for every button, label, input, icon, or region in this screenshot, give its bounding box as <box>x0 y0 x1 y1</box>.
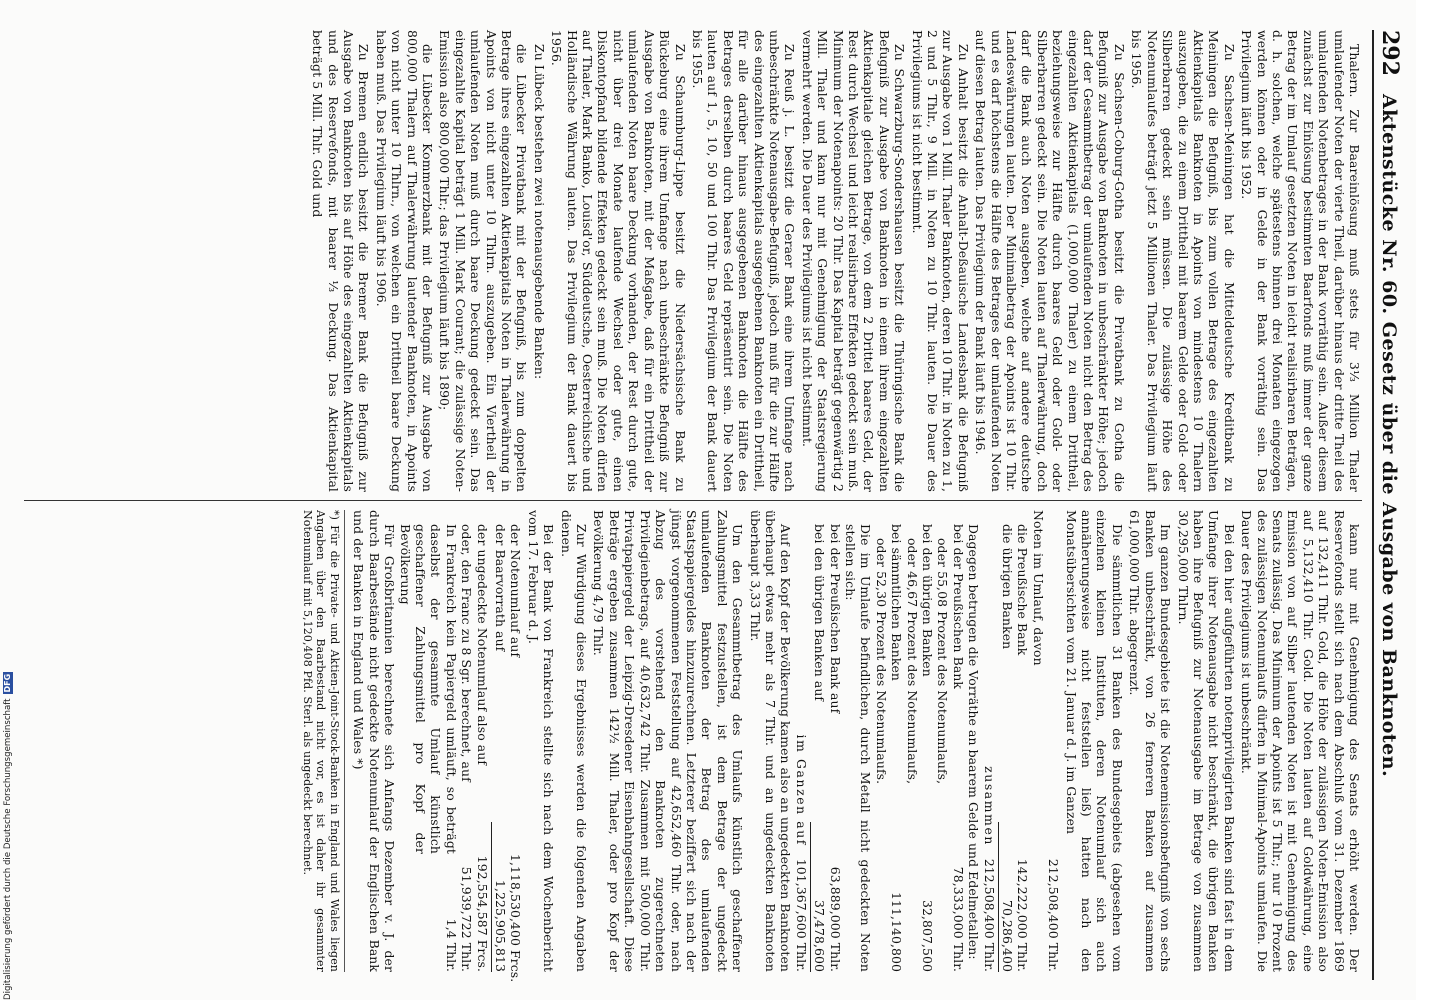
paragraph: Zu Bremen endlich besitzt die Bremer Bank die Befugniß zur Ausgabe von Banknoten bis auf Höhe des eingezahlten Aktienkapitals und des Reservefonds, mit baarer ⅓ Deckung. Das Aktienkapital beträgt 5 Mill. Thlr. Gold und <box>310 30 372 492</box>
right-column <box>301 510 1363 983</box>
digitization-credit <box>2 0 14 1000</box>
page-header <box>1372 30 1408 980</box>
table-row: zusammen 212,508,400 Thlr. <box>981 766 997 972</box>
paragraph: Thalern. Zur Baareinlösung muß stets für 3⅓ Million Thaler umlaufender Noten der vierte Theil, darüber hinaus der dritte Theil des umlaufenden Notenbetrages in der Bank vorräthig sein. Außer diesem zunächst zur Einlösung bestimmten Baarfonds muß immer der ganze Betrag der im Umlauf gesetzten Noten in leicht realisirbaren Beträgen, d. h. solchen, welche spätestens binnen drei Monaten eingezogen werden können oder in Gelde in der Bank vorräthig sein. Das Privilegium läuft bis 1952. <box>1239 30 1362 492</box>
paragraph: Auf den Kopf der Bevölkerung kamen also an ungedeckten Banknoten überhaupt etwas mehr als 7 Thlr. und an ungedeckten Banknoten überhaupt 3,33 Thlr. <box>747 510 794 972</box>
paragraph: Zu Sachsen-Coburg-Gotha besitzt die Privatbank zu Gotha die Befugniß zur Ausgabe von Banknoten in unbeschränkter Höhe; jedoch darf der Gesammtbetrag der umlaufenden Noten nicht den Betrag des eingezahlten Aktienkapitals (1,000,000 Thaler) zu einem Drittheil, beziehungsweise zur Hälfte durch baares Geld oder Gold- oder Silberbarren gedeckt sein. Die Noten lauten auf Thalerwährung, doch darf die Bank auch Noten ausgeben, welche auf andere deutsche Landeswährungen lauten. Der Minimalbetrag der Apoints ist 10 Thlr. und es darf höchstens die Hälfte des Betrages der umlaufenden Noten auf diesen Betrag lauten. Das Privilegium der Bank läuft bis 1946. <box>973 30 1127 492</box>
column-divider <box>24 500 1362 501</box>
table-row: bei den übrigen Banken 32,807,500 <box>920 524 936 972</box>
paragraph: Die sämmtlichen 31 Banken des Bundesgebiets (abgesehen vom einzelnen kleinen Instituten, deren Notenumlauf sich auch annäherungsweise nicht feststellen ließ) hatten nach den Monatsübersichten vom 21. Januar d. J. im Ganzen <box>1063 510 1125 972</box>
table-row: der Notenumlauf auf 1,118,530,400 Frcs. <box>508 524 524 983</box>
uncovered-lead: Die im Umlaufe befindlichen, durch Metall nicht gedeckten Noten stellen sich: <box>843 524 874 972</box>
sum-rule <box>491 822 492 972</box>
table-row: im Ganzen auf 101,367,600 Thlr. <box>793 734 809 972</box>
paragraph: Zu Schwarzburg-Sondershausen besitzt die Thüringische Bank die Befugniß zur Ausgabe von Banknoten in einem ihrem eingezahlten Aktienkapitale gleichen Betrage, von dem 2 Drittel baares Geld, der Rest durch Wechsel und leicht realisirbare Effekten gedeckt sein muß. Minimum der Notenapoints: 20 Thlr. Das Kapital beträgt gegenwärtig 2 Mill. Thaler und kann nur mit Genehmigung der Staatsregierung vermehrt werden. Die Dauer des Privilegiums ist nicht bestimmt. <box>799 30 908 492</box>
footnote: *) Für die Private- und Aktien-Joint-Stock-Banken in England und Wales liegen Angaben über den Baarbestand nicht vor, es ist daher ihr gesammter Notenumlauf mit 5,120,408 Pfd. Sterl. als ungedeckt berechnet. <box>301 510 346 972</box>
paragraph: die Lübecker Kommerzbank mit der Befugniß zur Ausgabe von 800,000 Thalern auf Thalerwährung lautender Banknoten, in Apoints von nicht unter 10 Thlrn., von welchen ein Drittheil baare Deckung haben muß. Das Privilegium läuft bis 1906. <box>373 30 436 492</box>
paragraph: Zu Schaumburg-Lippe besitzt die Niedersächsische Bank zu Bückeburg eine ihrem Umfange nach unbeschränkte Befugniß zur Ausgabe von Banknoten, mit der Maßgabe, daß für ein Drittheil der umlaufenden Noten baare Deckung vorhanden, der Rest durch gute, nicht über drei Monate laufende Wechsel oder gute, einen Diskontopfand bildende Effekten gedeckt sein muß. Die Noten dürfen auf Thaler, Mark Banko, Louisd'or, Süddeutsche, Oesterreichische und Holländische Währung lauten. Das Privilegium der Bank dauert bis 1956. <box>549 30 688 492</box>
table-row: bei den übrigen Banken auf 37,478,600 <box>812 524 828 972</box>
paragraph: die Lübecker Privatbank mit der Befugniß, bis zum doppelten Betrage ihres eingezahlten Aktienkapitals Noten in Thalerwährung in Apoints von nicht unter 10 Thlrn. auszugeben. Ein Viertheil der umlaufenden Noten muß durch baare Deckung gedeckt sein. Das eingezahlte Kapital beträgt 1 Mill. Mark Courant; die zulässige Noten-Emission also 800,000 Thlr.; das Privilegium läuft bis 1890; <box>437 30 530 492</box>
circulation-total: 212,508,400 Thlr. <box>1046 858 1062 972</box>
table-row: bei sämmtlichen Banken 111,140,800 <box>889 524 905 972</box>
table-row: bei der Preußischen Bank auf 63,889,000 Thlr. <box>827 524 843 972</box>
sum-rule <box>998 822 999 972</box>
left-column <box>308 30 1362 492</box>
paragraph: Zu Lübeck bestehen zwei notenausgebende Banken: <box>531 44 547 380</box>
paragraph: Bei den hier aufgeführten notenprivilegirten Banken sind fast in dem Umfange ihrer Notenausgabe nicht beschränkt, die übrigen Banken haben ihre Befugniß zur Notenausgabe im Betrage von zusammen 30,295,000 Thlrn. <box>1175 510 1237 972</box>
sum-rule <box>810 822 811 972</box>
paragraph: Zur Würdigung dieses Ergebnisses werden die folgenden Angaben dienen. <box>558 510 590 972</box>
table-row: oder 52,30 Prozent des Notenumlaufs. <box>873 538 889 785</box>
paragraph: kann nur mit Genehmigung des Senats erhöht werden. Der Reservefonds stellt sich nach dem Abschluß vom 31. Dezember 1869 auf 132,411 Thlr. Gold, die Höhe der zulässigen Noten-Emission also auf 5,132,410 Thlr. Gold. Die Noten lauten auf Goldwährung, eine Emission von auf Silber lautenden Noten ist mit Genehmigung des Senats zulässig. Das Minimum der Apoints ist 5 Thlr.; nur 10 Prozent des zulässigen Notenumlaufs dürfen in Minimal-Apoints umlaufen. Die Dauer des Privilegiums ist unbeschränkt. <box>1239 510 1362 972</box>
paragraph: Um den Gesammtbetrag des Umlaufs künstlich geschaffener Zahlungsmittel festzustellen, ist dem Betrage der ungedeckt umlaufenden Banknoten der Betrag des umlaufenden Staatspapiergeldes hinzuzurechnen. Letzterer beziffert sich nach der jüngst vorgenommenen Feststellung auf 42,652,460 Thlr. oder, nach Abzug des vorstehend den Banknoten zugerechneten Privilegienbetrags, auf 40,632,742 Thlr. Zusammen mit 500,000 Thlr. Privatpapiergeld der Leipzig-Dresdener Eisenbahngesellschaft. Diese Beträge ergeben zusammen 142½ Mill. Thaler, oder pro Kopf der Bevölkerung 4,79 Thlr. <box>591 510 746 972</box>
paragraph: Zu Reuß j. L. besitzt die Geraer Bank eine ihrem Umfange nach unbeschränkte Notenausgabe-Befugniß, jedoch muß für die zur Hälfte des eingezahlten Aktienkapitals ausgegebenen Banknoten ein Drittheil, für alle darüber hinaus ausgegebenen Banknoten die Hälfte des Betrages derselben durch baares Geld repräsentirt sein. Die Noten lauten auf 1, 5, 10, 50 und 100 Thlr. Das Privilegium der Bank dauert bis 1955. <box>689 30 798 492</box>
paragraph: Zu Anhalt besitzt die Anhalt-Deßauische Landesbank die Befugniß zur Ausgabe von 1 Mill. Thaler Banknoten, deren 10 Thlr. in Noten zu 1, 2 und 5 Thlr., 9 Mill. in Noten zu 10 Thlr. lauten. Die Dauer des Privilegiums ist nicht bestimmt. <box>909 30 971 492</box>
dfg-logo: DFG <box>3 673 12 693</box>
circulation-lead: Noten im Umlauf, davon <box>1030 510 1046 666</box>
paragraph: Im ganzen Bundesgebiete ist die Notenemissionsbefugniß von sechs Banken unbeschränkt, von 26 ferneren Banken auf zusammen 61,000,000 Thlr. abgegrenzt. <box>1127 510 1174 972</box>
table-row: oder 46,67 Prozent des Notenumlaufs, <box>904 538 920 785</box>
table-row: der ungedeckte Notenumlauf also auf 192,554,587 Frcs. <box>474 524 490 972</box>
paragraph: Für Großbritannien berechnete sich Anfangs Dezember v. J. der durch Baarbestände nicht gedeckte Notenumlauf der Englischen Bank und der Banken in England und Wales *) <box>351 510 398 972</box>
circulation-total-row <box>1046 510 1061 972</box>
page-number: 292 <box>1377 30 1403 76</box>
table-row: In Frankreich kein Papiergeld umläuft, so beträgt daselbst der gesammte Umlauf künstlich geschaffener Zahlungsmittel pro Kopf der Bevölkerung 1,4 Thlr. <box>397 524 459 972</box>
paragraph: Zu Sachsen-Meiningen hat die Mitteldeutsche Kreditbank zu Meiningen die Befugniß, bis zum vollen Betrage des eingezahlten Aktienkapitals Banknoten in Apoints von mindestens 10 Thalern auszugeben, die zu einem Drittheil mit baarem Gelde oder Gold- oder Silberbarren gedeckt sein müssen. Die zulässige Höhe des Notenumlaufes beträgt jetzt 5 Millionen Thaler. Das Privilegium läuft bis 1956. <box>1129 30 1237 492</box>
paragraph: Bei der Bank von Frankreich stellte sich nach dem Wochenbericht vom 17. Februar d. J. <box>525 510 557 972</box>
table-row: der Baarvorrath auf 1,225,905,813 <box>493 524 509 972</box>
table-row: die übrigen Banken 70,286,400 <box>1000 524 1016 972</box>
table-row: bei der Preußischen Bank 78,333,000 Thlr. <box>950 524 966 972</box>
table-row: oder 55,08 Prozent des Notenumlaufs, <box>935 538 951 785</box>
reserves-lead: Dagegen betrugen die Vorräthe an baarem Gelde und Edelmetallen: <box>966 524 982 960</box>
table-row: die Preußische Bank 142,222,000 Thlr. <box>1015 524 1031 972</box>
table-row: oder, den Franc zu 8 Sgr. berechnet, auf 51,939,722 Thlr. <box>459 524 475 972</box>
credit-text: Digitalisierung gefördert durch die Deutsche Forschungsgemeinschaft <box>3 698 13 1000</box>
page-title: Aktenstücke Nr. 60. Gesetz über die Ausgabe von Banknoten. <box>1378 93 1400 778</box>
